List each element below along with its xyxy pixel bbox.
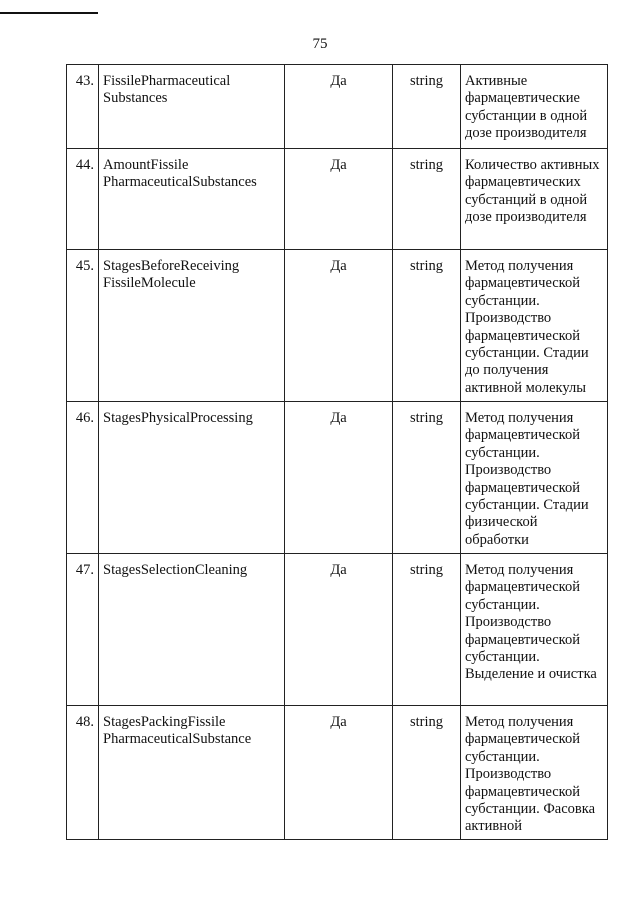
page-number: 75 (312, 36, 328, 52)
row-number: 47. (67, 554, 99, 706)
element-name: AmountFissile PharmaceuticalSubstances (99, 149, 285, 250)
required-flag: Да (285, 706, 393, 840)
specification-table (66, 64, 608, 840)
element-name: StagesBeforeReceiving FissileMolecule (99, 250, 285, 402)
data-type: string (393, 250, 461, 402)
element-name: StagesPackingFissile PharmaceuticalSubstance (99, 706, 285, 840)
data-type: string (393, 402, 461, 554)
table-row (67, 65, 608, 149)
element-description: Метод получения фармацевтической субстанции. Производство фармацевтической субстанции. Выделение и очистка (461, 554, 608, 706)
required-flag: Да (285, 149, 393, 250)
element-name: StagesPhysicalProcessing (99, 402, 285, 554)
data-type: string (393, 554, 461, 706)
required-flag: Да (285, 554, 393, 706)
table-row (67, 250, 608, 402)
top-rule (0, 12, 98, 14)
data-type: string (393, 149, 461, 250)
element-description: Метод получения фармацевтической субстанции. Производство фармацевтической субстанции. Стадии физической обработки (461, 402, 608, 554)
element-description: Количество активных фармацевтических субстанций в одной дозе производителя (461, 149, 608, 250)
row-number: 45. (67, 250, 99, 402)
required-flag: Да (285, 65, 393, 149)
data-type: string (393, 65, 461, 149)
table-row (67, 402, 608, 554)
row-number: 48. (67, 706, 99, 840)
table-row (67, 149, 608, 250)
element-name: StagesSelectionCleaning (99, 554, 285, 706)
table-row (67, 706, 608, 840)
element-description: Метод получения фармацевтической субстанции. Производство фармацевтической субстанции. Стадии до получения активной молекулы (461, 250, 608, 402)
row-number: 44. (67, 149, 99, 250)
required-flag: Да (285, 250, 393, 402)
data-type: string (393, 706, 461, 840)
element-name: FissilePharmaceutical Substances (99, 65, 285, 149)
row-number: 43. (67, 65, 99, 149)
element-description: Метод получения фармацевтической субстанции. Производство фармацевтической субстанции. Фасовка активной (461, 706, 608, 840)
element-description: Активные фармацевтические субстанции в одной дозе производителя (461, 65, 608, 149)
table-row (67, 554, 608, 706)
required-flag: Да (285, 402, 393, 554)
row-number: 46. (67, 402, 99, 554)
